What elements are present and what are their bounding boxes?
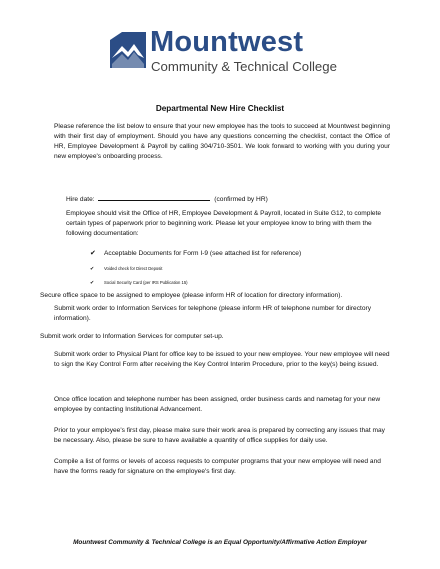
mountain-logo-icon <box>108 28 148 72</box>
college-subtitle: Community & Technical College <box>151 59 337 74</box>
office-space-item: Secure office space to be assigned to employee (please inform HR of location for directory information). <box>40 292 343 299</box>
computer-item: Submit work order to Information Services for computer set-up. <box>40 333 224 340</box>
work-area-item: Prior to your employee's first day, please make sure their work area is prepared by correcting any issues that may be necessary. Also, please be sure to have available a quantity of office supplies for daily use. <box>54 427 385 444</box>
document-item-i9 <box>90 249 301 259</box>
page-title: Departmental New Hire Checklist <box>155 104 285 113</box>
college-logo <box>108 26 338 82</box>
intro-paragraph: Please reference the list below to ensure that your new employee has the tools to succeed at Mountwest beginning with their first day of employment. Should you have any questions concerning the checklist, contact the Office of HR, Employee Development & Payroll by calling 304/710-3501. We look forward to working with you during your new employee's onboarding process. <box>54 123 390 160</box>
checkmark-icon: ✔ <box>90 266 95 272</box>
visit-hr-paragraph: Employee should visit the Office of HR, Employee Development & Payroll, located in Suite G12, to complete certain types of paperwork prior to beginning work. Please let your employee know to bring with them the following documentation: <box>66 210 382 237</box>
footer-statement: Mountwest Community & Technical College is an Equal Opportunity/Affirmative Action Employer <box>73 539 367 546</box>
hire-date-blank[interactable] <box>98 193 210 201</box>
college-name: Mountwest <box>150 26 304 58</box>
telephone-item: Submit work order to Information Services for telephone (please inform HR of telephone number for directory information). <box>54 305 372 322</box>
document-item-social-security <box>90 279 188 287</box>
document-label: Acceptable Documents for Form I-9 (see attached list for reference) <box>104 250 302 257</box>
hire-date-suffix: (confirmed by HR) <box>214 196 268 203</box>
hire-date-label: Hire date: <box>66 196 95 203</box>
checkmark-icon: ✔ <box>90 250 96 257</box>
document-label: Voided check for Direct Deposit <box>104 266 163 271</box>
checkmark-icon: ✔ <box>90 280 95 286</box>
document-label: Social Security Card (per IRS Publication 15) <box>104 280 188 285</box>
business-cards-item: Once office location and telephone number has been assigned, order business cards and nametag for your new employee by contacting Institutional Advancement. <box>54 396 381 413</box>
document-item-voided-check <box>90 265 162 273</box>
hire-date-line <box>66 193 268 205</box>
access-requests-item: Compile a list of forms or levels of access requests to computer programs that your new employee will need and have the forms ready for signature on the employee's first day. <box>54 458 381 475</box>
office-key-item: Submit work order to Physical Plant for office key to be issued to your new employee. Your new employee will need to sign the Key Control Form after receiving the Key Control Interim Procedure, prior to the key(s) being issued. <box>54 351 390 368</box>
